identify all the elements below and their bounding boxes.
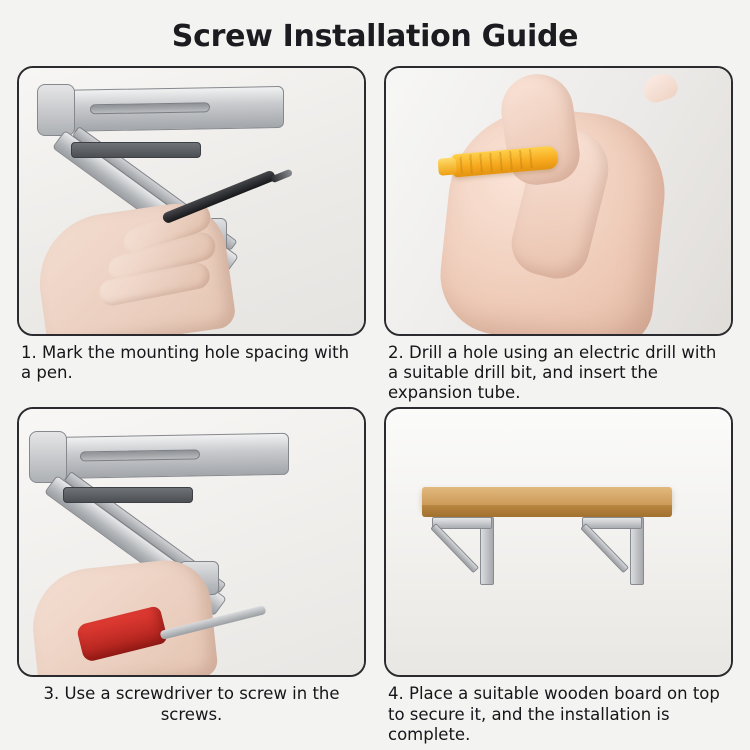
step-3-photo-screwdriver [17, 407, 366, 677]
step-1-photo-bracket-and-pen [17, 66, 366, 336]
shelf-bracket-right [582, 517, 644, 587]
step-card-1 [17, 66, 366, 403]
step-2-photo-hand-with-expansion-tube [384, 66, 733, 336]
step-1-caption: 1. Mark the mounting hole spacing with a pen. [21, 343, 350, 383]
step-card-4 [384, 407, 733, 744]
page-title: Screw Installation Guide [171, 19, 579, 54]
step-4-photo-finished-shelf [384, 407, 733, 677]
shelf-bracket-left [432, 517, 494, 587]
step-2-caption: 2. Drill a hole using an electric drill with a suitable drill bit, and insert the expansion tube. [388, 343, 717, 403]
step-4-caption: 4. Place a suitable wooden board on top to secure it, and the installation is complete. [388, 684, 720, 744]
step-3-caption: 3. Use a screwdriver to screw in the screws. [43, 684, 340, 724]
step-card-2 [384, 66, 733, 403]
steps-grid [17, 66, 733, 745]
step-card-3 [17, 407, 366, 744]
